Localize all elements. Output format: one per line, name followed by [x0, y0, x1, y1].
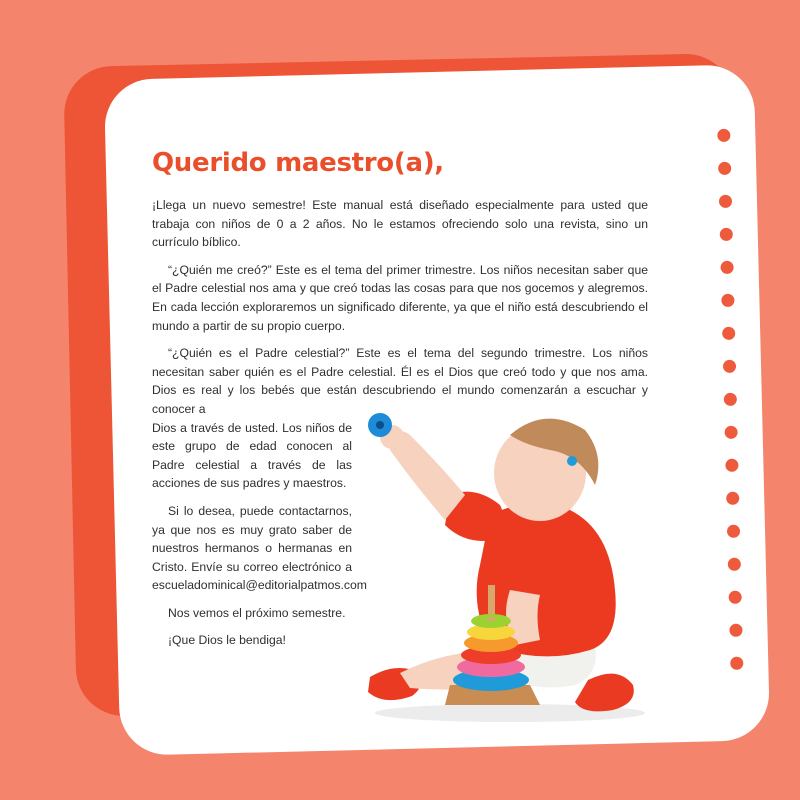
binder-dot: [720, 228, 733, 241]
paragraph-blessing: ¡Que Dios le bendiga!: [168, 633, 286, 648]
binder-dot: [718, 162, 731, 175]
paragraph-intro: ¡Llega un nuevo semestre! Este manual está diseñado especialmente para usted que trabaja con niños de 0 a 2 años. No le estamos ofreciendo solo una revista, sino un currículo bíblico.: [152, 198, 648, 250]
binder-dot: [723, 360, 736, 373]
paragraph-farewell: Nos vemos el próximo semestre.: [168, 605, 346, 620]
binder-dot: [725, 459, 738, 472]
binder-dot: [726, 492, 739, 505]
binder-dot: [729, 591, 742, 604]
binder-dot: [728, 558, 741, 571]
paragraph-second-trimester-continued: Dios a través de usted. Los niños de este grupo de edad conocen al Padre celestial a través de las acciones de sus padres y maestros.: [152, 420, 352, 491]
binder-dot: [729, 624, 742, 637]
binder-dot: [727, 525, 740, 538]
binder-dot: [724, 426, 737, 439]
paragraph-contact: Si lo desea, puede contactarnos, ya que nos es muy grato saber de nuestros hermanos o hermanas en Cristo. Envíe su correo electrónico a escueladominical@editorialpatmos.com: [152, 503, 367, 593]
binder-dot: [722, 327, 735, 340]
binder-dot: [730, 657, 743, 670]
binder-dot: [724, 393, 737, 406]
binder-dot: [719, 195, 732, 208]
paragraph-second-trimester: “¿Quién es el Padre celestial?” Este es el tema del segundo trimestre. Los niños necesitan saber quién es el Padre celestial. Él es el Dios que creó todo y que nos ama. Dios es real y los bebés que están descubriendo el mundo comenzarán a escuchar y conocer a: [152, 346, 648, 416]
binder-dot: [721, 294, 734, 307]
baby-with-stacking-toy-illustration: [360, 395, 650, 730]
binder-dot: [717, 129, 730, 142]
binder-dot: [720, 261, 733, 274]
binder-dots: [717, 129, 751, 690]
letter-title: Querido maestro(a),: [152, 148, 444, 178]
paragraph-first-trimester: “¿Quién me creó?” Este es el tema del primer trimestre. Los niños necesitan saber que el Padre celestial nos ama y que creó todas las cosas para que nos gocemos y alegremos. En cada lección exploraremos un significado diferente, ya que el niño está descubriendo el mundo a partir de su propio cuerpo.: [152, 262, 648, 333]
